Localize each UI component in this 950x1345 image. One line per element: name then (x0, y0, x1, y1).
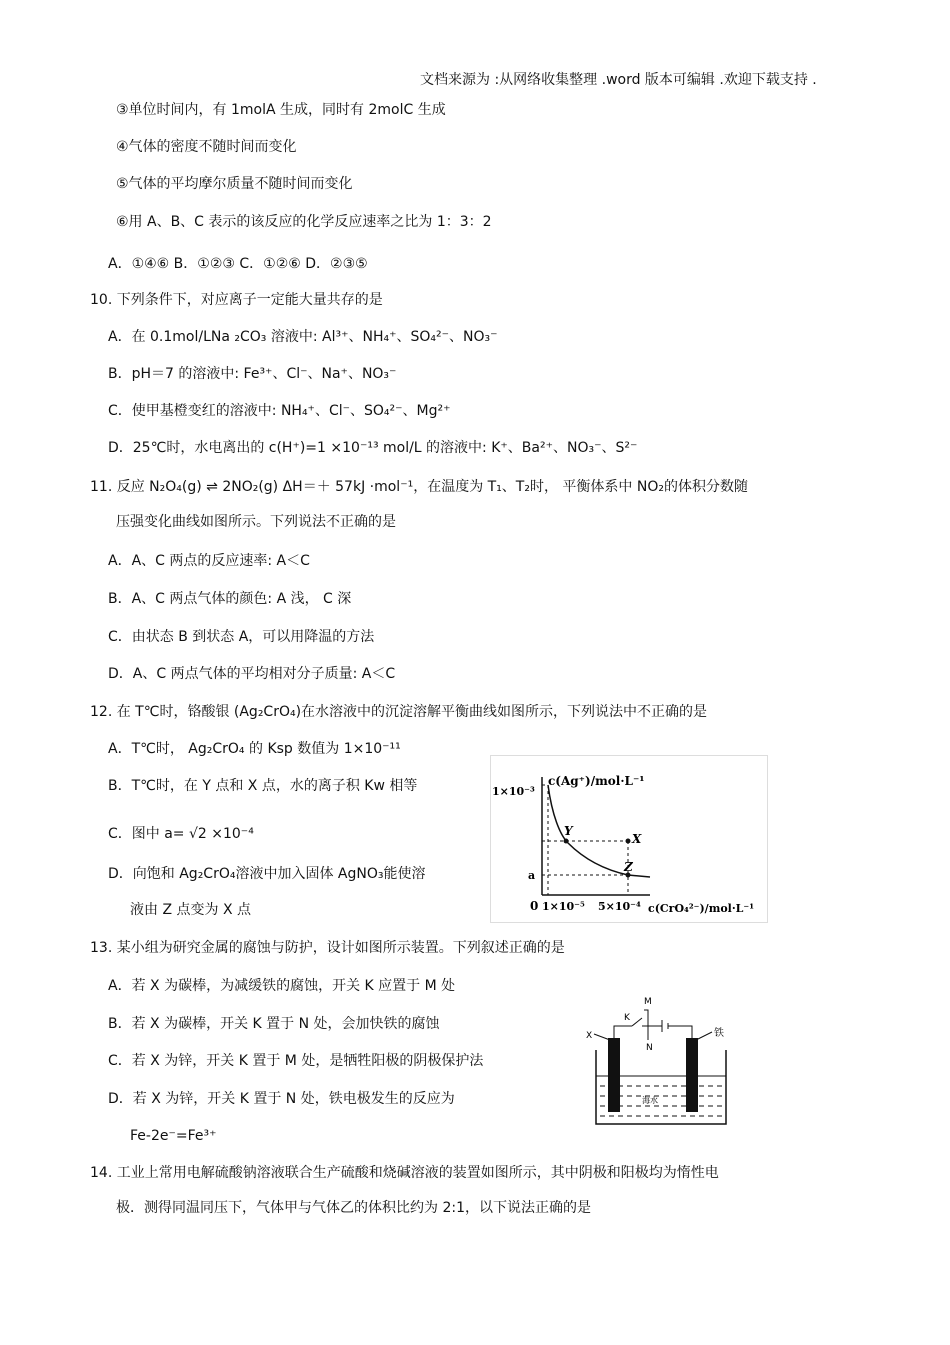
q11-c: C．由状态 B 到状态 A，可以用降温的方法 (108, 629, 375, 645)
q11-b: B．A、C 两点气体的颜色: A 浅， C 深 (108, 591, 352, 607)
point-z-label: Z (624, 860, 633, 874)
label-k: K (624, 1013, 630, 1023)
q12-figure (490, 755, 768, 923)
stmt-3: ③单位时间内，有 1molA 生成，同时有 2molC 生成 (116, 102, 446, 118)
q10-c: C．使甲基橙变红的溶液中: NH₄⁺、Cl⁻、SO₄²⁻、Mg²⁺ (108, 403, 451, 419)
label-x: X (586, 1031, 593, 1041)
y-axis-label: c(Ag⁺)/mol·L⁻¹ (548, 774, 645, 788)
x-tick-2: 5×10⁻⁴ (598, 900, 641, 913)
label-n: N (646, 1043, 653, 1053)
q12-b: B．T℃时，在 Y 点和 X 点，水的离子积 Kw 相等 (108, 778, 418, 794)
q12-d: D．向饱和 Ag₂CrO₄溶液中加入固体 AgNO₃能使溶 (108, 866, 426, 882)
q13-figure (580, 990, 740, 1130)
q11-stem: 11. 反应 N₂O₄(g) ⇌ 2NO₂(g) ΔH＝＋ 57kJ ·mol⁻¹，在温度为 T₁、T₂时， 平衡体系中 NO₂的体积分数随 (90, 479, 748, 495)
q12-c: C．图中 a= √2 ×10⁻⁴ (108, 826, 254, 842)
stmt-6: ⑥用 A、B、C 表示的该反应的化学反应速率之比为 1：3：2 (116, 214, 492, 230)
q10-b: B．pH＝7 的溶液中: Fe³⁺、Cl⁻、Na⁺、NO₃⁻ (108, 366, 397, 382)
y-tick-top: 1×10⁻³ (492, 785, 535, 798)
point-y-label: Y (564, 824, 573, 838)
q10-d: D．25℃时，水电离出的 c(H⁺)=1 ×10⁻¹³ mol/L 的溶液中: K⁺、Ba²⁺、NO₃⁻、S²⁻ (108, 440, 638, 456)
q13-d-2: Fe-2e⁻=Fe³⁺ (130, 1128, 217, 1144)
q11-stem-2: 压强变化曲线如图所示。下列说法不正确的是 (116, 514, 396, 530)
q12-d-2: 液由 Z 点变为 X 点 (130, 902, 251, 918)
x-tick-1: 1×10⁻⁵ (542, 900, 585, 913)
q13-d: D．若 X 为锌，开关 K 置于 N 处，铁电极发生的反应为 (108, 1091, 455, 1107)
q13-c: C．若 X 为锌，开关 K 置于 M 处，是牺牲阳极的阴极保护法 (108, 1053, 484, 1069)
q10-a: A．在 0.1mol/LNa ₂CO₃ 溶液中: Al³⁺、NH₄⁺、SO₄²⁻、NO₃⁻ (108, 329, 498, 345)
q12-a: A．T℃时， Ag₂CrO₄ 的 Ksp 数值为 1×10⁻¹¹ (108, 741, 401, 757)
point-x-label: X (632, 832, 642, 846)
q14-stem: 14. 工业上常用电解硫酸钠溶液联合生产硫酸和烧碱溶液的装置如图所示，其中阴极和阳极均为惰性电 (90, 1165, 719, 1181)
label-water: 海水 (642, 1096, 658, 1105)
label-m: M (644, 997, 652, 1007)
q13-stem: 13. 某小组为研究金属的腐蚀与防护，设计如图所示装置。下列叙述正确的是 (90, 940, 565, 956)
stmt-4: ④气体的密度不随时间而变化 (116, 139, 297, 155)
stmt-5: ⑤气体的平均摩尔质量不随时间而变化 (116, 176, 353, 192)
q14-stem-2: 极．测得同温同压下，气体甲与气体乙的体积比约为 2:1，以下说法正确的是 (116, 1200, 591, 1216)
origin-label: 0 (530, 899, 539, 913)
y-tick-a: a (528, 869, 536, 882)
page-header: 文档来源为 :从网络收集整理 .word 版本可编辑 .欢迎下载支持 . (420, 72, 817, 88)
q12-stem: 12. 在 T℃时，铬酸银 (Ag₂CrO₄)在水溶液中的沉淀溶解平衡曲线如图所示，下列说法中不正确的是 (90, 704, 708, 720)
label-fe: 铁 (714, 1028, 724, 1039)
q13-a: A．若 X 为碳棒，为减缓铁的腐蚀，开关 K 应置于 M 处 (108, 978, 456, 994)
q11-d: D．A、C 两点气体的平均相对分子质量: A＜C (108, 666, 396, 682)
q11-a: A．A、C 两点的反应速率: A＜C (108, 553, 310, 569)
q13-b: B．若 X 为碳棒，开关 K 置于 N 处，会加快铁的腐蚀 (108, 1016, 440, 1032)
x-axis-label: c(CrO₄²⁻)/mol·L⁻¹ (648, 902, 755, 915)
q10-stem: 10. 下列条件下，对应离子一定能大量共存的是 (90, 292, 383, 308)
q9-options: A．①④⑥ B．①②③ C．①②⑥ D．②③⑤ (108, 256, 368, 272)
